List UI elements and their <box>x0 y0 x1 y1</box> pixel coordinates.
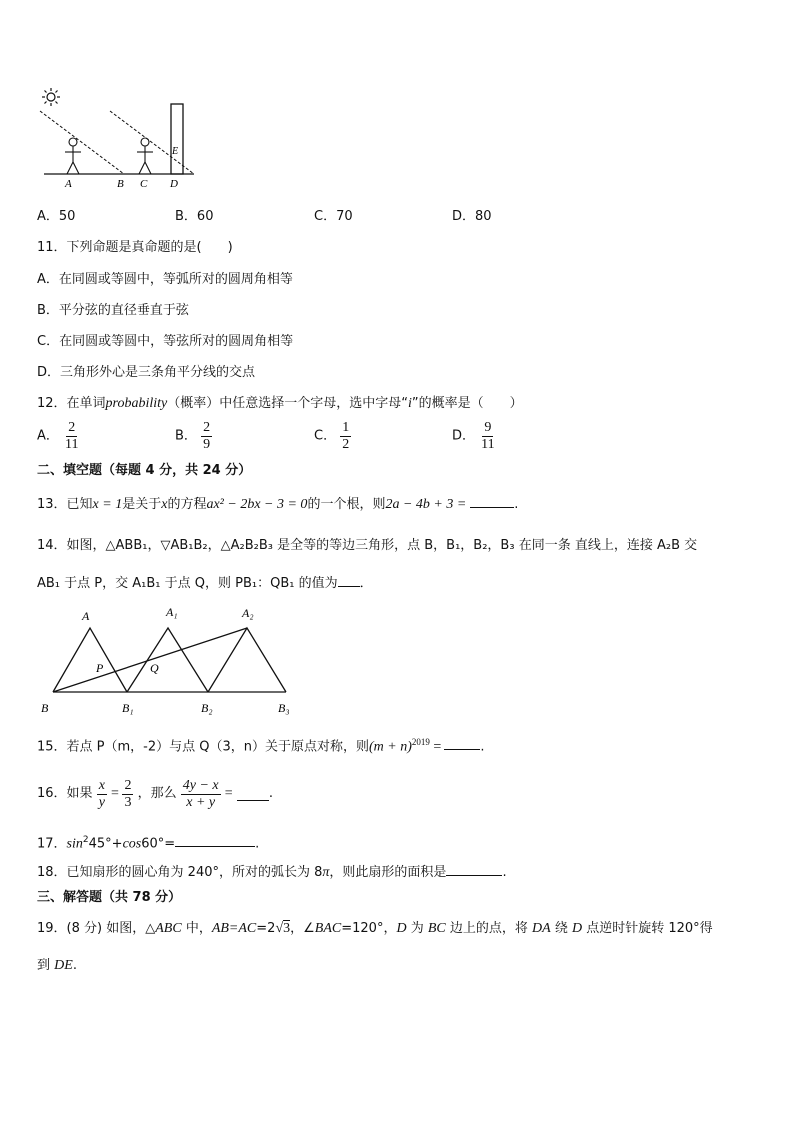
label-a2: A₂ <box>242 606 254 620</box>
q18: 18．已知扇形的圆心角为 240°，所对的弧长为 8π，则此扇形的面积是 . <box>37 862 507 882</box>
sqrt-sign: √ <box>275 921 284 936</box>
q13: 13．已知x = 1是关于x的方程ax² − 2bx − 3 = 0的一个根，则2a − 4b + 3 = . <box>37 494 518 514</box>
q12-option-c: C． $\frac{1}{2}$ <box>314 420 350 452</box>
q10-option-c: C．70 <box>314 209 353 224</box>
q11-stem: 11．下列命题是真命题的是( ) <box>37 240 233 255</box>
q14-answer-blank[interactable] <box>338 573 360 587</box>
q19-line-2: 到 DE. <box>37 958 77 973</box>
label-b3: B₃ <box>278 701 290 715</box>
q16: 16．如果 $\frac{x}{y}$ = $\frac{2}{3}$ ，那么 $\frac{4y - x}{x + y}$ = . <box>37 777 273 810</box>
triangle-abb1 <box>53 628 127 692</box>
segment-a2b <box>53 628 247 692</box>
q10-option-a: A．50 <box>37 209 76 224</box>
sunray-1 <box>40 111 124 174</box>
q12-stem: 12．在单词probability（概率）中任意选择一个字母，选中字母“i”的概率是（ ） <box>37 396 523 411</box>
building <box>171 104 183 174</box>
shadow-figure <box>38 86 200 190</box>
section-3-heading: 三、解答题（共 78 分） <box>37 890 182 905</box>
label-a: A <box>65 178 72 190</box>
triangle-a1b1b2 <box>127 628 208 692</box>
sunray-2 <box>110 111 194 174</box>
q15: 15．若点 P（m，-2）与点 Q（3，n）关于原点对称，则$(m + n)^{2019}$ = . <box>37 737 485 755</box>
q17: 17．$\sin^245^\circ+\cos 60^\circ=$ . <box>37 835 260 852</box>
q19-line-1: 19．(8 分) 如图，△ABC 中，AB=AC=2√3，∠BAC=120°，D 为 BC 边上的点，将 DA 绕 D 点逆时针旋转 120°得 <box>37 921 713 936</box>
q14-line-2: AB₁ 于点 P，交 A₁B₁ 于点 Q，则 PB₁：QB₁ 的值为 ． <box>37 573 373 593</box>
label-b: B <box>41 701 49 715</box>
label-a: A <box>82 609 90 623</box>
q16-answer-blank[interactable] <box>237 787 269 801</box>
triangles-figure <box>36 600 298 718</box>
label-p: P <box>96 661 104 675</box>
q18-answer-blank[interactable] <box>446 862 502 876</box>
q14-line-1: 14．如图，△ABB₁，▽AB₁B₂，△A₂B₂B₃ 是全等的等边三角形，点 B，B₁，B₂，B₃ 在同一条 直线上，连接 A₂B 交 <box>37 538 698 553</box>
q15-answer-blank[interactable] <box>444 736 480 750</box>
label-c: C <box>140 178 148 190</box>
label-q: Q <box>150 661 159 675</box>
q12-option-b: B． $\frac{2}{9}$ <box>175 420 211 452</box>
q10-option-d: D．80 <box>452 209 492 224</box>
q11-option-b: B．平分弦的直径垂直于弦 <box>37 303 189 318</box>
q11-option-d: D．三角形外心是三条角平分线的交点 <box>37 365 256 380</box>
label-a1: A₁ <box>166 605 178 619</box>
person-a <box>65 138 81 174</box>
q11-option-a: A．在同圆或等圆中，等弧所对的圆周角相等 <box>37 272 293 287</box>
section-2-heading: 二、填空题（每题 4 分，共 24 分） <box>37 463 252 478</box>
label-b2: B₂ <box>201 701 213 715</box>
q12-option-d: D． $\frac{9}{11}$ <box>452 420 495 452</box>
q17-answer-blank[interactable] <box>175 833 255 847</box>
q11-option-c: C．在同圆或等圆中，等弦所对的圆周角相等 <box>37 334 294 349</box>
label-b: B <box>117 178 124 190</box>
label-e: E <box>172 146 179 157</box>
q10-option-b: B．60 <box>175 209 214 224</box>
sun-icon <box>42 88 60 106</box>
q13-answer-blank[interactable] <box>470 494 514 508</box>
person-c <box>137 138 153 174</box>
q12-option-a: A． $\frac{2}{11}$ <box>37 420 79 452</box>
label-d: D <box>170 178 178 190</box>
label-b1: B₁ <box>122 701 134 715</box>
